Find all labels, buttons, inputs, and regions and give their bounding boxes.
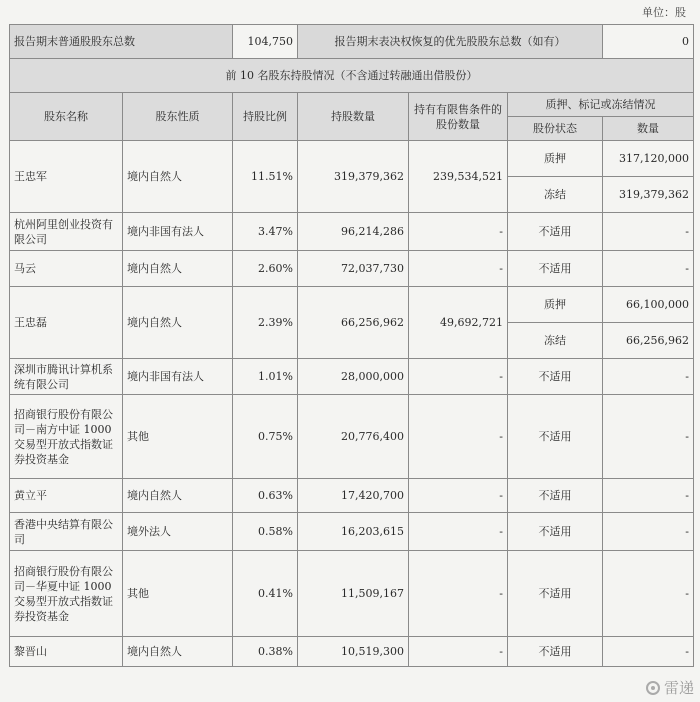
holder-qty: 319,379,362 (298, 141, 409, 213)
holder-name: 杭州阿里创业投资有限公司 (10, 213, 123, 251)
share-count: - (603, 213, 694, 251)
holder-qty: 66,256,962 (298, 287, 409, 359)
holder-restricted: - (409, 213, 508, 251)
section-title: 前 10 名股东持股情况（不含通过转融通出借股份） (10, 59, 694, 93)
holder-restricted: - (409, 513, 508, 551)
share-status: 质押 (508, 141, 603, 177)
share-status: 不适用 (508, 551, 603, 637)
table-row (10, 287, 694, 323)
holder-ratio: 0.58% (233, 513, 298, 551)
preferred-holders-label: 报告期末表决权恢复的优先股股东总数（如有） (298, 25, 603, 59)
col-header-qty: 持股数量 (298, 93, 409, 141)
share-status: 不适用 (508, 479, 603, 513)
holder-restricted: 239,534,521 (409, 141, 508, 213)
holder-nature: 境内自然人 (123, 287, 233, 359)
holder-name: 王忠磊 (10, 287, 123, 359)
common-holders-label: 报告期末普通股股东总数 (10, 25, 233, 59)
holder-qty: 17,420,700 (298, 479, 409, 513)
col-header-pledge-group: 质押、标记或冻结情况 (508, 93, 694, 117)
table-row (10, 359, 694, 395)
holder-qty: 20,776,400 (298, 395, 409, 479)
holder-qty: 96,214,286 (298, 213, 409, 251)
table-row (10, 513, 694, 551)
share-count: 317,120,000 (603, 141, 694, 177)
share-count: - (603, 513, 694, 551)
holder-ratio: 0.38% (233, 637, 298, 667)
table-row (10, 551, 694, 637)
holder-ratio: 11.51% (233, 141, 298, 213)
summary-row (10, 25, 694, 59)
col-header-count: 数量 (603, 117, 694, 141)
share-status: 不适用 (508, 395, 603, 479)
holder-nature: 境内非国有法人 (123, 359, 233, 395)
table-row (10, 395, 694, 479)
section-title-row (10, 59, 694, 93)
table-row (10, 251, 694, 287)
table-row (10, 637, 694, 667)
holder-restricted: - (409, 359, 508, 395)
share-count: 319,379,362 (603, 177, 694, 213)
shareholder-table (9, 24, 694, 667)
holder-nature: 其他 (123, 395, 233, 479)
holder-nature: 其他 (123, 551, 233, 637)
preferred-holders-value: 0 (603, 25, 694, 59)
share-count: - (603, 395, 694, 479)
share-status: 不适用 (508, 513, 603, 551)
share-count: - (603, 479, 694, 513)
share-count: - (603, 637, 694, 667)
watermark-logo-icon (646, 681, 660, 695)
share-count: - (603, 359, 694, 395)
table-row (10, 213, 694, 251)
holder-nature: 境内自然人 (123, 141, 233, 213)
col-header-restricted: 持有有限售条件的股份数量 (409, 93, 508, 141)
header-row (10, 93, 694, 117)
holder-name: 招商银行股份有限公司－南方中证 1000 交易型开放式指数证券投资基金 (10, 395, 123, 479)
table-row (10, 479, 694, 513)
holder-ratio: 3.47% (233, 213, 298, 251)
holder-name: 香港中央结算有限公司 (10, 513, 123, 551)
holder-restricted: - (409, 395, 508, 479)
share-status: 冻结 (508, 323, 603, 359)
holder-ratio: 0.41% (233, 551, 298, 637)
col-header-name: 股东名称 (10, 93, 123, 141)
holder-ratio: 2.39% (233, 287, 298, 359)
holder-nature: 境外法人 (123, 513, 233, 551)
share-status: 不适用 (508, 359, 603, 395)
share-status: 不适用 (508, 637, 603, 667)
share-status: 不适用 (508, 251, 603, 287)
share-status: 质押 (508, 287, 603, 323)
col-header-share-status: 股份状态 (508, 117, 603, 141)
holder-restricted: - (409, 251, 508, 287)
watermark-text: 雷递 (663, 679, 694, 697)
holder-name: 招商银行股份有限公司－华夏中证 1000 交易型开放式指数证券投资基金 (10, 551, 123, 637)
holder-name: 深圳市腾讯计算机系统有限公司 (10, 359, 123, 395)
holder-name: 王忠军 (10, 141, 123, 213)
watermark (646, 677, 694, 698)
share-count: 66,100,000 (603, 287, 694, 323)
holder-restricted: 49,692,721 (409, 287, 508, 359)
holder-nature: 境内自然人 (123, 251, 233, 287)
share-count: - (603, 251, 694, 287)
col-header-ratio: 持股比例 (233, 93, 298, 141)
holder-nature: 境内自然人 (123, 637, 233, 667)
holder-qty: 28,000,000 (298, 359, 409, 395)
holder-restricted: - (409, 551, 508, 637)
holder-qty: 11,509,167 (298, 551, 409, 637)
holder-ratio: 1.01% (233, 359, 298, 395)
share-status: 冻结 (508, 177, 603, 213)
holder-ratio: 2.60% (233, 251, 298, 287)
col-header-nature: 股东性质 (123, 93, 233, 141)
share-count: 66,256,962 (603, 323, 694, 359)
common-holders-value: 104,750 (233, 25, 298, 59)
holder-ratio: 0.75% (233, 395, 298, 479)
unit-label: 单位：股 (642, 6, 686, 19)
holder-qty: 72,037,730 (298, 251, 409, 287)
share-count: - (603, 551, 694, 637)
share-status: 不适用 (508, 213, 603, 251)
holder-nature: 境内非国有法人 (123, 213, 233, 251)
holder-name: 马云 (10, 251, 123, 287)
table-row (10, 141, 694, 177)
holder-name: 黄立平 (10, 479, 123, 513)
holder-qty: 16,203,615 (298, 513, 409, 551)
holder-qty: 10,519,300 (298, 637, 409, 667)
holder-restricted: - (409, 479, 508, 513)
holder-ratio: 0.63% (233, 479, 298, 513)
holder-nature: 境内自然人 (123, 479, 233, 513)
holder-name: 黎晋山 (10, 637, 123, 667)
holder-restricted: - (409, 637, 508, 667)
